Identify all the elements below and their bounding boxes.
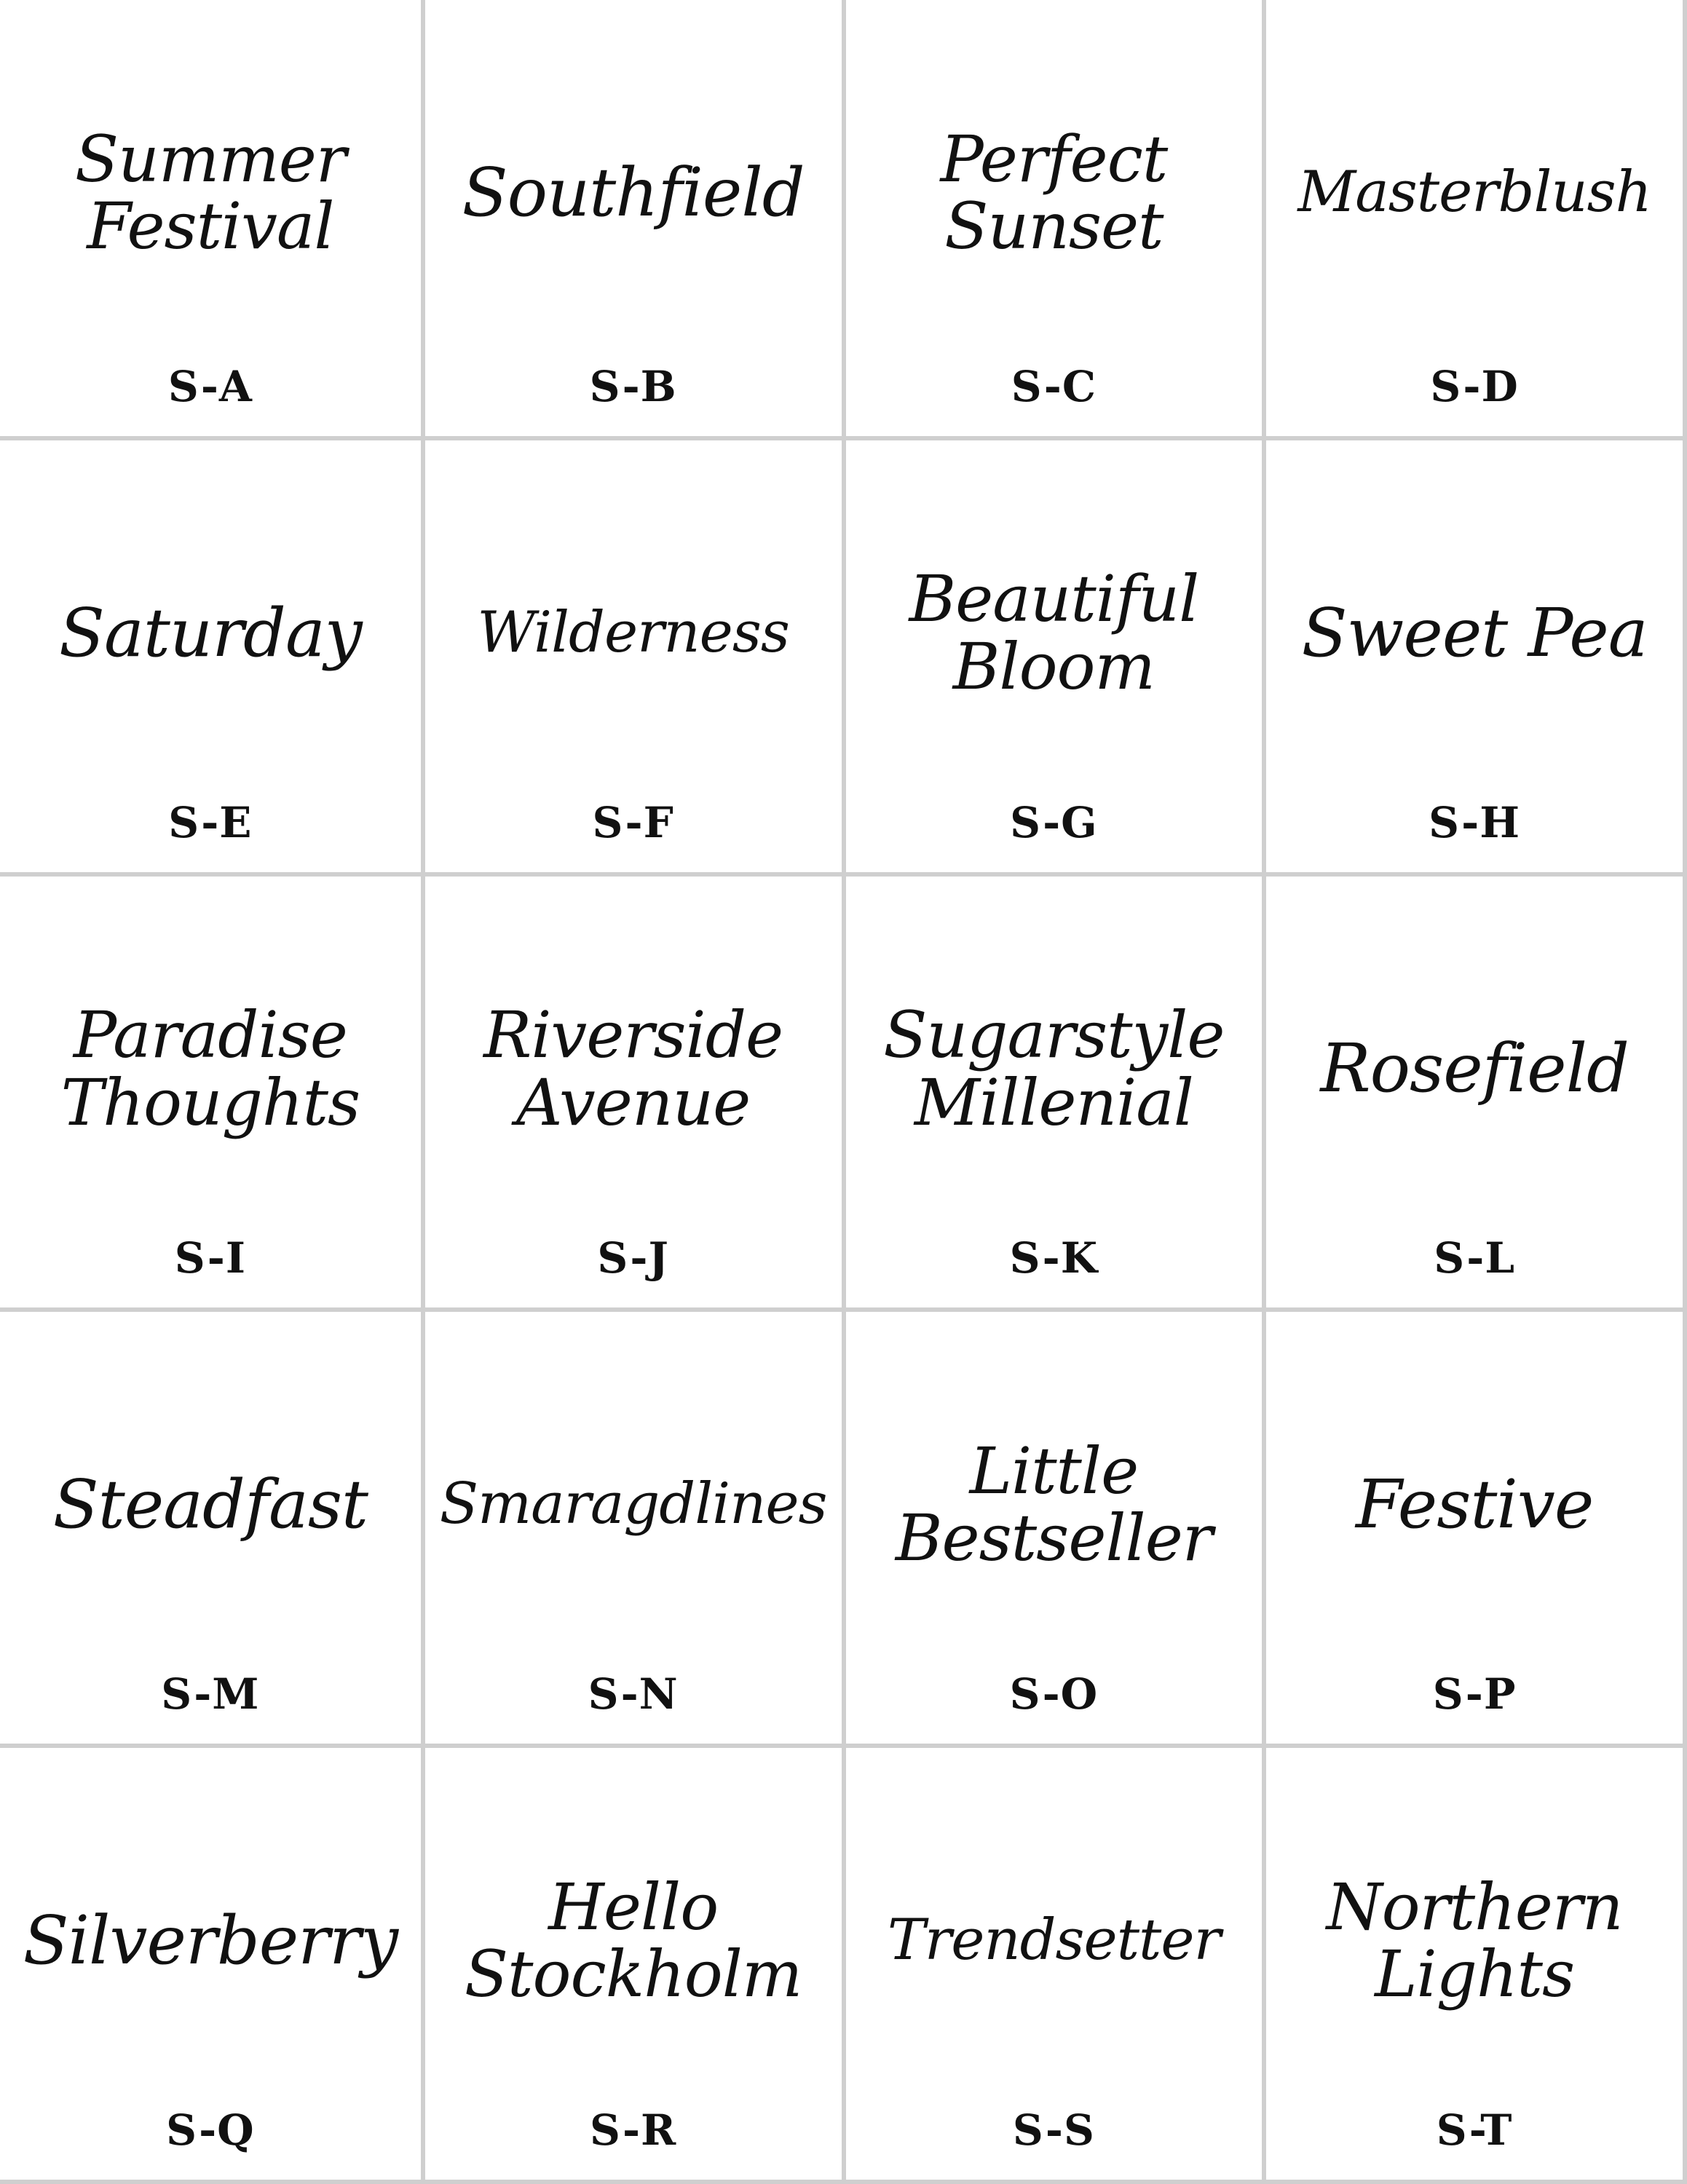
sample-line: Hello: [548, 1869, 719, 1944]
sample-line: Festival: [87, 189, 334, 264]
sample-code: S-O: [1009, 1669, 1099, 1720]
sample-line: Trendsetter: [887, 1907, 1220, 1974]
sample-code: S-T: [1436, 2105, 1513, 2155]
script-sample: [1288, 51, 1661, 335]
sample-card-s-f: [421, 436, 842, 872]
script-sample: [22, 51, 399, 335]
sample-card-s-s: [842, 1744, 1263, 2180]
sample-line: Sunset: [944, 189, 1163, 264]
sample-code: S-N: [588, 1669, 679, 1720]
script-sample: [1288, 927, 1661, 1211]
sample-line: Millenial: [914, 1064, 1193, 1140]
sample-card-s-i: [0, 872, 421, 1308]
script-sample: [447, 927, 820, 1211]
script-sample: [868, 1799, 1241, 2083]
sample-card-s-m: [0, 1307, 421, 1744]
sample-card-s-o: [842, 1307, 1263, 1744]
sample-card-s-e: [0, 436, 421, 872]
sample-line: Silverberry: [23, 1901, 398, 1979]
sample-code: S-F: [592, 797, 674, 847]
sample-line: Paradise: [73, 997, 347, 1073]
script-sample: [22, 1363, 399, 1647]
sample-code: S-D: [1430, 361, 1519, 411]
script-sample: [1288, 1363, 1661, 1647]
sample-card-s-b: [421, 0, 842, 436]
sample-card-s-t: [1262, 1744, 1683, 2180]
script-sample: [1288, 491, 1661, 775]
script-sample: [22, 927, 399, 1211]
sample-card-s-j: [421, 872, 842, 1308]
sample-code: S-A: [167, 361, 253, 411]
sample-card-s-r: [421, 1744, 842, 2180]
sample-line: Sweet Pea: [1301, 593, 1648, 672]
sample-code: S-S: [1012, 2105, 1095, 2155]
sample-card-s-l: [1262, 872, 1683, 1308]
script-sample: [868, 1363, 1241, 1647]
script-sample: [1288, 1799, 1661, 2083]
sample-line: Beautiful: [909, 561, 1199, 637]
sample-code: S-H: [1429, 797, 1521, 847]
sample-code: S-C: [1011, 361, 1097, 411]
sample-line: Little: [969, 1433, 1139, 1508]
sample-card-s-h: [1262, 436, 1683, 872]
sample-code: S-P: [1432, 1669, 1517, 1720]
sample-line: Summer: [74, 121, 346, 197]
script-sample: [22, 491, 399, 775]
script-sample: [439, 1363, 827, 1647]
sample-card-s-g: [842, 436, 1263, 872]
sample-code: S-G: [1010, 797, 1098, 847]
sample-code: S-L: [1434, 1233, 1516, 1283]
sample-card-s-p: [1262, 1307, 1683, 1744]
sample-line: Saturday: [58, 593, 362, 672]
sample-line: Bestseller: [895, 1500, 1212, 1576]
script-sample: [868, 491, 1241, 775]
script-sample: [868, 927, 1241, 1211]
sample-code: S-E: [168, 797, 253, 847]
sample-card-s-c: [842, 0, 1263, 436]
sample-line: Thoughts: [60, 1064, 360, 1140]
sample-line: Bloom: [952, 628, 1155, 704]
script-sample: [868, 51, 1241, 335]
sample-card-s-n: [421, 1307, 842, 1744]
sample-line: Masterblush: [1297, 159, 1651, 226]
sample-line: Stockholm: [464, 1936, 802, 2012]
sample-line: Northern: [1326, 1869, 1623, 1944]
sample-card-s-a: [0, 0, 421, 436]
script-sample: [447, 1799, 820, 2083]
sample-code: S-K: [1009, 1233, 1099, 1283]
script-sample: [447, 51, 820, 335]
sample-line: Wilderness: [477, 599, 789, 665]
sample-line: Southfield: [462, 153, 805, 232]
sample-line: Steadfast: [52, 1465, 368, 1544]
sample-line: Avenue: [516, 1064, 751, 1140]
sample-line: Perfect: [940, 121, 1168, 197]
sample-card-s-d: [1262, 0, 1683, 436]
sample-card-s-k: [842, 872, 1263, 1308]
script-sample: [22, 1799, 399, 2083]
sample-code: S-J: [597, 1233, 669, 1283]
sample-code: S-Q: [166, 2105, 255, 2155]
sample-line: Smaragdlines: [439, 1471, 827, 1538]
sample-code: S-M: [161, 1669, 260, 1720]
sample-line: Festive: [1355, 1465, 1594, 1544]
sample-code: S-B: [589, 361, 677, 411]
script-sample: [447, 491, 820, 775]
sample-code: S-I: [174, 1233, 246, 1283]
sample-line: Riverside: [483, 997, 783, 1073]
sample-card-s-q: [0, 1744, 421, 2180]
sample-line: Sugarstyle: [883, 997, 1225, 1073]
sample-line: Rosefield: [1320, 1029, 1629, 1108]
sample-code: S-R: [589, 2105, 677, 2155]
sample-line: Lights: [1375, 1936, 1575, 2012]
